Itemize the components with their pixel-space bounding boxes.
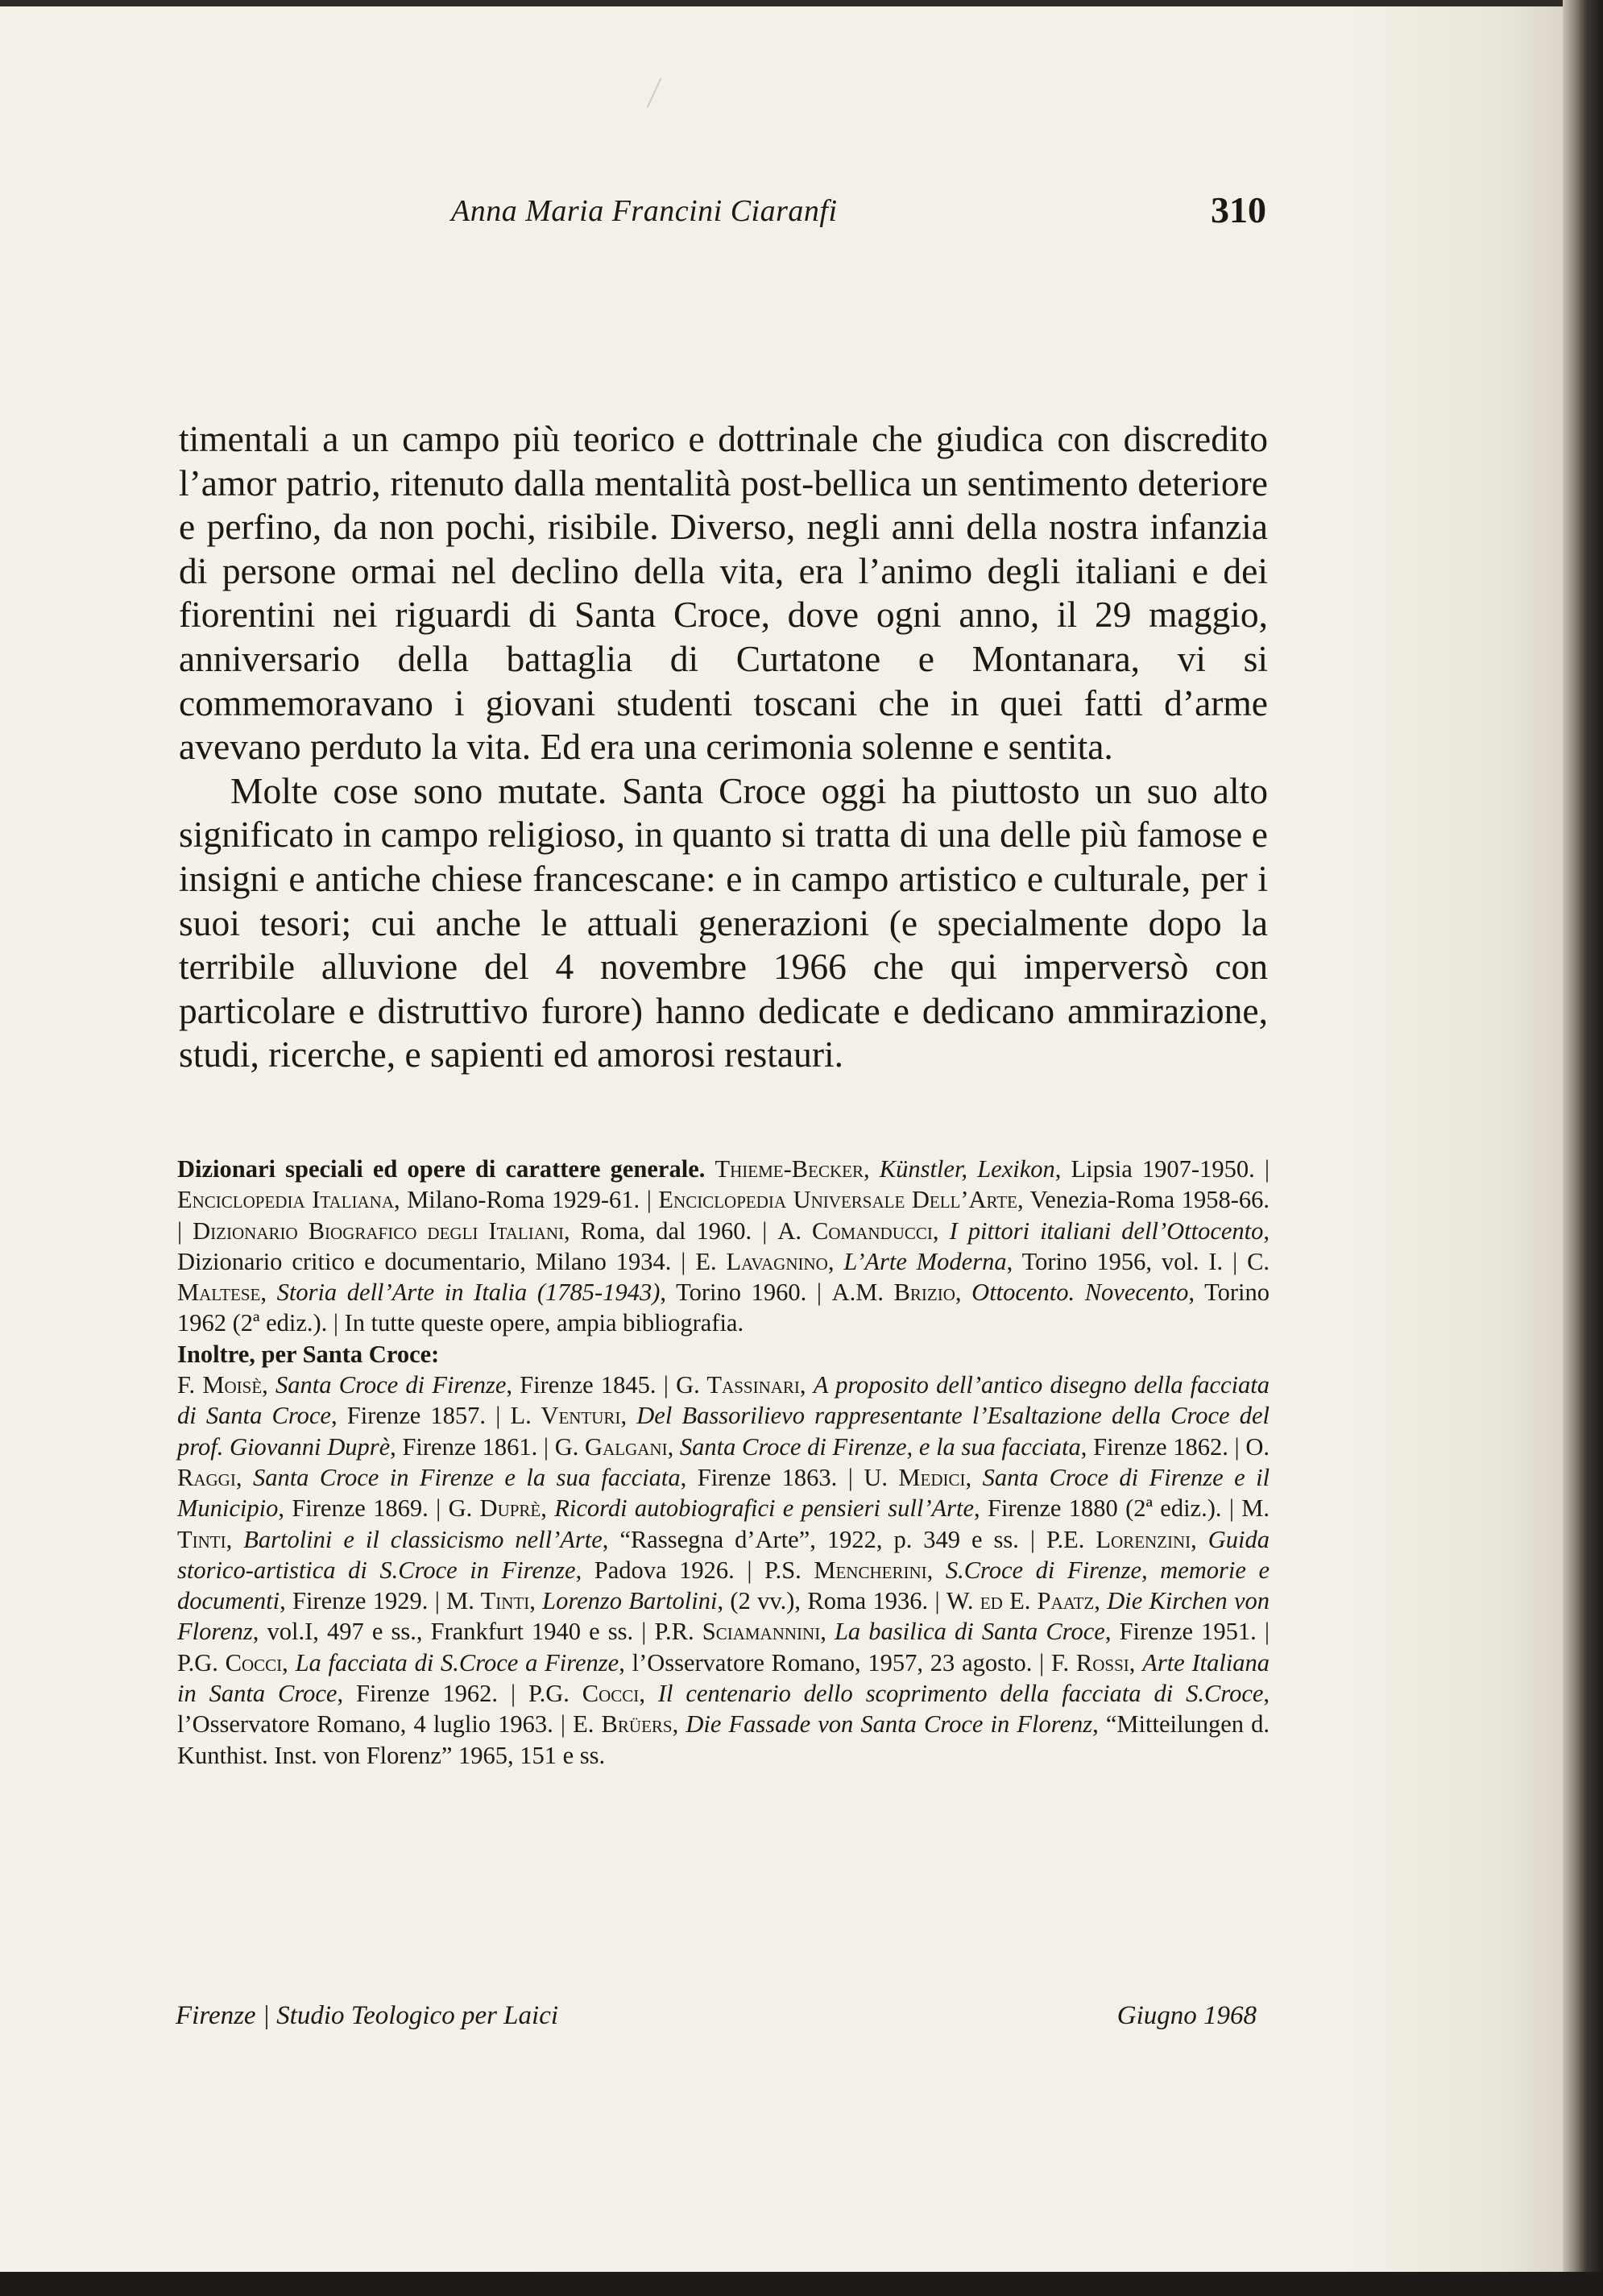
entry-details: “Mitteilungen d. Kunthist. Inst. von Florenz” 1965, 151 e ss. <box>177 1710 1270 1769</box>
entry-title: Die Kirchen von Florenz <box>177 1587 1270 1646</box>
entry-separator: | <box>1254 1155 1270 1183</box>
entry-author: L. Venturi <box>510 1402 621 1430</box>
entry-title: Ottocento. Novecento <box>971 1279 1189 1307</box>
entry-details: , <box>529 1587 543 1615</box>
entry-details: , <box>226 1525 244 1553</box>
scan-bottom-border <box>0 2272 1603 2296</box>
entry-separator: | <box>553 1710 574 1739</box>
entry-details: Milano-Roma 1929-61. <box>407 1186 640 1214</box>
entry-title: L’Arte Moderna <box>843 1247 1007 1275</box>
entry-title: Santa Croce di Firenze <box>275 1371 507 1399</box>
entry-separator: | <box>1018 1525 1046 1553</box>
entry-details: Firenze 1929. <box>292 1587 429 1615</box>
entry-details: , <box>680 1463 698 1491</box>
entry-title: Arte Italiana in Santa Croce <box>177 1648 1270 1708</box>
entry-separator: | <box>671 1247 696 1275</box>
entry-author: U. Medici <box>864 1463 966 1491</box>
entry-title: A proposito dell’antico disegno della facciata di Santa Croce <box>177 1371 1270 1430</box>
entry-author: G. Galgani <box>554 1432 668 1461</box>
entry-details: , <box>1263 1680 1270 1708</box>
entry-details: , <box>252 1618 267 1646</box>
bibliography-entries-santa-croce <box>177 1370 1270 1771</box>
entry-separator: | <box>1223 1247 1248 1275</box>
entry-details: Firenze 1862. <box>1093 1432 1228 1461</box>
entry-author: Enciclopedia Italiana <box>177 1186 394 1214</box>
entry-details: , <box>620 1402 637 1430</box>
entry-details: Firenze 1869. <box>292 1494 429 1523</box>
entry-details: , <box>260 1279 277 1307</box>
entry-details: , <box>619 1648 632 1676</box>
entry-separator: | <box>177 1216 193 1245</box>
entry-title: Bartolini e il classicismo nell’Arte <box>243 1525 603 1553</box>
entry-details: , <box>955 1279 972 1307</box>
entry-author: Dizionario Biografico degli Italiani <box>193 1216 565 1245</box>
entry-details: Dizionario critico e documentario, Milano 1934. <box>177 1247 672 1275</box>
entry-separator: | <box>928 1587 946 1615</box>
entry-details: , <box>1191 1525 1208 1553</box>
entry-separator: | <box>837 1463 864 1491</box>
entry-details: (2 vv.), Roma 1936. <box>730 1587 929 1615</box>
entry-author: F. Rossi <box>1051 1648 1129 1676</box>
entry-details: , <box>280 1587 292 1615</box>
entry-author: A.M. Brizio <box>831 1279 955 1307</box>
entry-separator: | <box>1032 1648 1051 1676</box>
entry-details: , <box>393 1186 408 1214</box>
bibliography-entry <box>671 1248 1223 1275</box>
entry-details: , <box>506 1371 520 1399</box>
entry-details: , <box>932 1216 950 1245</box>
entry-author: P.S. Mencherini <box>764 1556 927 1584</box>
entry-separator: | <box>1221 1494 1242 1523</box>
entry-separator: | <box>537 1432 555 1461</box>
entry-details: , <box>799 1371 814 1399</box>
entry-title: Del Bassorilievo rappresentante l’Esaltazione della Croce del prof. Giovanni Duprè <box>177 1402 1270 1461</box>
entry-title: Guida storico-artistica di S.Croce in Firenze <box>177 1525 1270 1584</box>
entry-author: G. Duprè <box>448 1494 541 1523</box>
entry-separator: | <box>1228 1432 1246 1461</box>
running-head-author: Anna Maria Francini Ciaranfi <box>451 194 838 228</box>
entry-details: , <box>278 1494 292 1523</box>
entry-details: , <box>820 1618 835 1646</box>
entry-details: Venezia-Roma 1958-66. <box>1029 1186 1270 1214</box>
entry-details: , <box>1006 1247 1022 1275</box>
entry-separator: | <box>428 1587 447 1615</box>
entry-details: , <box>926 1556 946 1584</box>
entry-title: Künstler, Lexikon <box>879 1155 1055 1183</box>
entry-author: P.E. Lorenzini <box>1046 1525 1191 1553</box>
entry-separator: | <box>486 1402 511 1430</box>
entry-details: , <box>660 1279 677 1307</box>
bibliography-section-title: Dizionari speciali ed opere di carattere generale. <box>177 1155 706 1183</box>
entry-details: , <box>717 1587 731 1615</box>
entry-details: , <box>602 1525 620 1553</box>
entry-details: , <box>1054 1155 1071 1183</box>
entry-details: , <box>330 1402 347 1430</box>
entry-details: Roma, dal 1960. <box>580 1216 752 1245</box>
entry-details: , <box>639 1680 658 1708</box>
entry-details: , <box>1094 1587 1108 1615</box>
body-text <box>179 417 1268 1077</box>
entry-author: E. Lavagnino <box>695 1247 828 1275</box>
bibliography-entry <box>640 1186 1270 1213</box>
entry-details: Firenze 1861. <box>402 1432 538 1461</box>
entry-author: W. ed E. Paatz <box>946 1587 1095 1615</box>
entry-details: l’Osservatore Romano, 4 luglio 1963. <box>177 1710 553 1739</box>
entry-title: Lorenzo Bartolini <box>542 1587 718 1615</box>
entry-separator: | <box>1256 1618 1270 1646</box>
entry-details: , <box>541 1494 555 1523</box>
entry-title: Santa Croce di Firenze, e la sua facciata <box>679 1432 1081 1461</box>
entry-author: F. Moisè <box>177 1371 263 1399</box>
entry-separator: | <box>327 1309 345 1337</box>
entry-separator: | <box>734 1556 764 1584</box>
entry-details: , <box>235 1463 253 1491</box>
entry-details: Torino 1962 (2ª ediz.). <box>177 1279 1270 1337</box>
entry-author: P.G. Cocci <box>177 1648 283 1676</box>
paragraph-2: Molte cose sono mutate. Santa Croce oggi ha piuttosto un suo alto significato in campo religioso, in quanto si tratta di una delle più famose e insigni e antiche chiese francescane: e in campo artistico e culturale, per i suoi tesori; cui anche le attuali generazioni (e specialmente dopo la terribile alluvione del 4 novembre 1966 che qui imperversò con particolare e distruttivo furore) hanno dedicate e dedicano ammirazione, studi, ricerche, e sapienti ed amorosi restauri. <box>179 769 1268 1075</box>
bibliography-entry <box>177 1371 657 1399</box>
bibliography-entry <box>429 1494 1222 1522</box>
entry-details: Lipsia 1907-1950. <box>1071 1155 1255 1183</box>
entry-title: Il centenario dello scoprimento della facciata di S.Croce <box>657 1680 1264 1708</box>
entry-details: , <box>1080 1432 1094 1461</box>
entry-separator: | <box>656 1371 677 1399</box>
entry-title: Die Fassade von Santa Croce in Florenz <box>686 1710 1093 1739</box>
entry-author: P.G. Cocci <box>528 1680 640 1708</box>
bibliography-section-title-santa-croce: Inoltre, per Santa Croce: <box>177 1340 440 1368</box>
entry-author: Enciclopedia Universale Dell’Arte <box>658 1186 1017 1214</box>
entry-details: , <box>337 1680 357 1708</box>
bibliography-entry <box>177 1217 752 1245</box>
entry-author: G. Tassinari <box>676 1371 800 1399</box>
entry-details: , <box>965 1463 983 1491</box>
bibliography <box>177 1154 1270 1771</box>
entry-title: S.Croce di Firenze, memorie e documenti <box>177 1556 1270 1615</box>
entry-author: A. Comanducci <box>777 1216 933 1245</box>
entry-details: In tutte queste opere, ampia bibliografia. <box>344 1309 744 1337</box>
entry-title: La facciata di S.Croce a Firenze <box>295 1648 619 1676</box>
entry-separator: | <box>752 1216 778 1245</box>
entry-details: l’Osservatore Romano, 1957, 23 agosto. <box>632 1648 1033 1676</box>
entry-author: P.R. Sciamannini <box>654 1618 821 1646</box>
entry-details: , <box>564 1216 581 1245</box>
entry-author: M. Tinti <box>177 1494 1270 1553</box>
entry-details: , <box>282 1648 296 1676</box>
entry-title: Santa Croce di Firenze e il Municipio <box>177 1463 1270 1523</box>
entry-details: vol.I, 497 e ss., Frankfurt 1940 e ss. <box>267 1618 634 1646</box>
entry-details: , <box>827 1247 844 1275</box>
entry-details: , <box>1188 1279 1205 1307</box>
scan-top-border <box>0 0 1603 6</box>
entry-details: Firenze 1951. <box>1119 1618 1257 1646</box>
entry-details: Firenze 1857. <box>346 1402 487 1430</box>
bibliography-general <box>177 1154 1270 1339</box>
entry-details: , <box>667 1432 680 1461</box>
entry-title: La basilica di Santa Croce <box>834 1618 1105 1646</box>
entry-separator: | <box>428 1494 449 1523</box>
entry-separator: | <box>806 1279 832 1307</box>
entry-details: Torino 1956, vol. I. <box>1021 1247 1224 1275</box>
bibliography-entry <box>327 1309 744 1337</box>
entry-author: O. Raggi <box>177 1432 1270 1491</box>
bibliography-entry <box>537 1433 1228 1461</box>
entry-details: Torino 1960. <box>676 1279 807 1307</box>
entry-details: , <box>672 1710 686 1739</box>
bibliography-entry <box>633 1618 1257 1645</box>
entry-separator: | <box>633 1618 655 1646</box>
page-number: 310 <box>1211 189 1266 230</box>
entry-author: C. Maltese <box>177 1247 1270 1307</box>
entry-details: “Rassegna d’Arte”, 1922, p. 349 e ss. <box>619 1525 1019 1553</box>
entry-title: Santa Croce in Firenze e la sua facciata <box>252 1463 681 1491</box>
entry-details: , <box>575 1556 594 1584</box>
entry-details: , <box>1017 1186 1030 1214</box>
entry-author: Thieme-Becker <box>715 1155 864 1183</box>
entry-details: , <box>1263 1216 1270 1245</box>
entry-details: , <box>974 1494 988 1523</box>
entry-details: Firenze 1845. <box>520 1371 657 1399</box>
entry-title: I pittori italiani dell’Ottocento <box>949 1216 1264 1245</box>
entry-author: E. Brüers <box>573 1710 673 1739</box>
entry-details: , <box>1104 1618 1120 1646</box>
entry-details: Firenze 1962. <box>356 1680 499 1708</box>
running-header <box>177 189 1266 245</box>
entry-details: Firenze 1863. <box>697 1463 838 1491</box>
entry-separator: | <box>498 1680 528 1708</box>
signature-location: Firenze | Studio Teologico per Laici <box>176 2001 559 2030</box>
bibliography-entry <box>715 1155 1255 1183</box>
paragraph-1: timentali a un campo più teorico e dottrinale che giudica con discredito l’amor patrio, ritenuto dalla mentalità post-bellica un sentimento deteriore e perfino, da non pochi, risibile. Diverso, negli anni della nostra infanzia di persone ormai nel declino della vita, era l’animo degli italiani e dei fiorentini nei riguardi di Santa Croce, dove ogni anno, il 29 maggio, anniversario della battaglia di Curtatone e Montanara, vi si commemoravano i giovani studenti toscani che in quei fatti d’arme avevano perduto la vita. Ed era una cerimonia solenne e sentita. <box>179 418 1268 768</box>
entry-details: , <box>863 1155 880 1183</box>
entry-details: , <box>390 1432 403 1461</box>
entry-details: Padova 1926. <box>594 1556 735 1584</box>
entry-author: M. Tinti <box>446 1587 530 1615</box>
signature-date: Giugno 1968 <box>1116 2001 1257 2030</box>
entry-details: , <box>1092 1710 1106 1739</box>
bibliography-entry <box>428 1587 928 1614</box>
page-gutter-edge <box>1563 0 1603 2296</box>
entry-details: , <box>262 1371 276 1399</box>
entry-details: , <box>1129 1648 1143 1676</box>
entry-title: Ricordi autobiografici e pensieri sull’Arte <box>554 1494 975 1523</box>
entry-details: Firenze 1880 (2ª ediz.). <box>987 1494 1222 1523</box>
entry-title: Storia dell’Arte in Italia (1785-1943) <box>276 1279 661 1307</box>
entry-separator: | <box>640 1186 659 1214</box>
